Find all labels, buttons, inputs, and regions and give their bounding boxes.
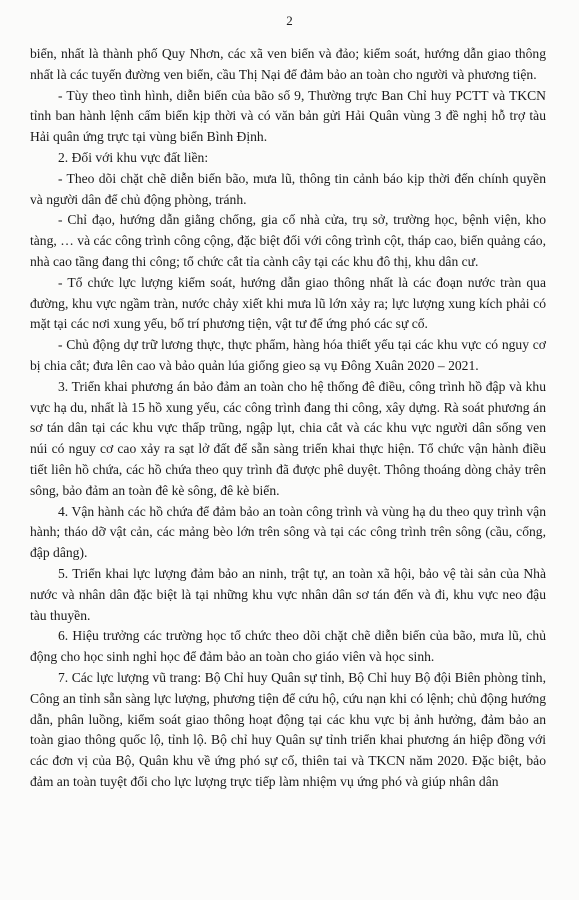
- paragraph-security: 5. Triển khai lực lượng đảm bảo an ninh, trật tự, an toàn xã hội, bảo vệ tài sản của Nhà nước và nhân dân đặc biệt là tại những khu vực nhân dân sơ tán đến và đi, khu vực neo đậu tàu thuyền.: [30, 565, 546, 623]
- document-body: [30, 44, 546, 793]
- paragraph-food-reserve: - Chủ động dự trữ lương thực, thực phẩm, hàng hóa thiết yếu tại các khu vực có nguy cơ bị chia cắt; đưa lên cao và bảo quản lúa giống gieo sạ vụ Đông Xuân 2020 – 2021.: [30, 337, 546, 373]
- paragraph-traffic-control: - Tổ chức lực lượng kiểm soát, hướng dẫn giao thông nhất là các đoạn nước tràn qua đường, khu vực ngầm tràn, nước chảy xiết khi mưa lũ lớn xảy ra; lực lượng xung kích phải có mặt tại các nơi xung yếu, bố trí phương tiện, vật tư để ứng phó các sự cố.: [30, 274, 546, 332]
- paragraph-reservoir-operation: 4. Vận hành các hồ chứa để đảm bảo an toàn công trình và vùng hạ du theo quy trình vận hành; tháo dỡ vật cản, các mảng bèo lớn trên sông và tại các công trình trên sông (cầu, cống, đập dâng).: [30, 503, 546, 561]
- paragraph-armed-forces: 7. Các lực lượng vũ trang: Bộ Chỉ huy Quân sự tỉnh, Bộ Chỉ huy Bộ đội Biên phòng tỉnh, Công an tỉnh sẵn sàng lực lượng, phương tiện để cứu hộ, cứu nạn khi có lệnh; chủ động hướng dẫn, phân luồng, kiểm soát giao thông hoạt động tại các khu vực bị ảnh hưởng, đảm bảo an toàn giao thông quốc lộ, tỉnh lộ. Bộ chỉ huy Quân sự tỉnh triển khai phương án hiệp đồng với các đơn vị của Bộ, Quân khu về ứng phó sự cố, thiên tai và TKCN năm 2020. Đặc biệt, bảo đảm an toàn tuyệt đối cho lực lượng trực tiếp làm nhiệm vụ ứng phó và giúp nhân dân: [30, 669, 546, 789]
- page-number: 2: [286, 13, 293, 28]
- paragraph-reinforce-buildings: - Chỉ đạo, hướng dẫn giằng chống, gia cố nhà cửa, trụ sở, trường học, bệnh viện, kho tàng, … và các công trình công cộng, đặc biệt đối với công trình cột, tháp cao, biển quảng cáo, nhà cao tầng đang thi công; tổ chức cắt tỉa cành cây tại các khu đô thị, khu dân cư.: [30, 212, 546, 269]
- paragraph-continuation: biển, nhất là thành phố Quy Nhơn, các xã ven biển và đảo; kiểm soát, hướng dẫn giao thông nhất là các tuyến đường ven biển, cầu Thị Nại để đảm bảo an toàn cho người và phương tiện.: [30, 46, 546, 82]
- paragraph-monitor-storm: - Theo dõi chặt chẽ diễn biến bão, mưa lũ, thông tin cảnh báo kịp thời đến chính quyền và người dân để chủ động phòng, tránh.: [30, 170, 546, 207]
- paragraph-dikes-reservoirs: 3. Triển khai phương án bảo đảm an toàn cho hệ thống đê điều, công trình hồ đập và khu vực hạ du, nhất là 15 hồ xung yếu, các công trình đang thi công, xây dựng. Rà soát phương án sơ tán dân tại các khu vực thấp trũng, ngập lụt, chia cắt và các khu vực người dân sống ven núi có nguy cơ cao xảy ra sạt lở đất để sẵn sàng triển khai thực hiện. Tổ chức vận hành điều tiết liên hồ chứa, các hồ chứa theo quy trình đã được phê duyệt. Thông thoáng dòng chảy trên sông, bảo đảm an toàn đê kè sông, đê kè biển.: [30, 378, 546, 498]
- section-heading-mainland: 2. Đối với khu vực đất liền:: [58, 149, 209, 165]
- paragraph-storm-sea-ban: - Tùy theo tình hình, diễn biến của bão số 9, Thường trực Ban Chỉ huy PCTT và TKCN tỉnh ban hành lệnh cấm biển kịp thời và có văn bản gửi Hải Quân vùng 3 đề nghị hỗ trợ tàu Hải quân ứng trực tại vùng biển Bình Định.: [30, 87, 546, 145]
- paragraph-schools: 6. Hiệu trưởng các trường học tổ chức theo dõi chặt chẽ diễn biến của bão, mưa lũ, chủ động cho học sinh nghỉ học để đảm bảo an toàn cho giáo viên và học sinh.: [30, 628, 546, 665]
